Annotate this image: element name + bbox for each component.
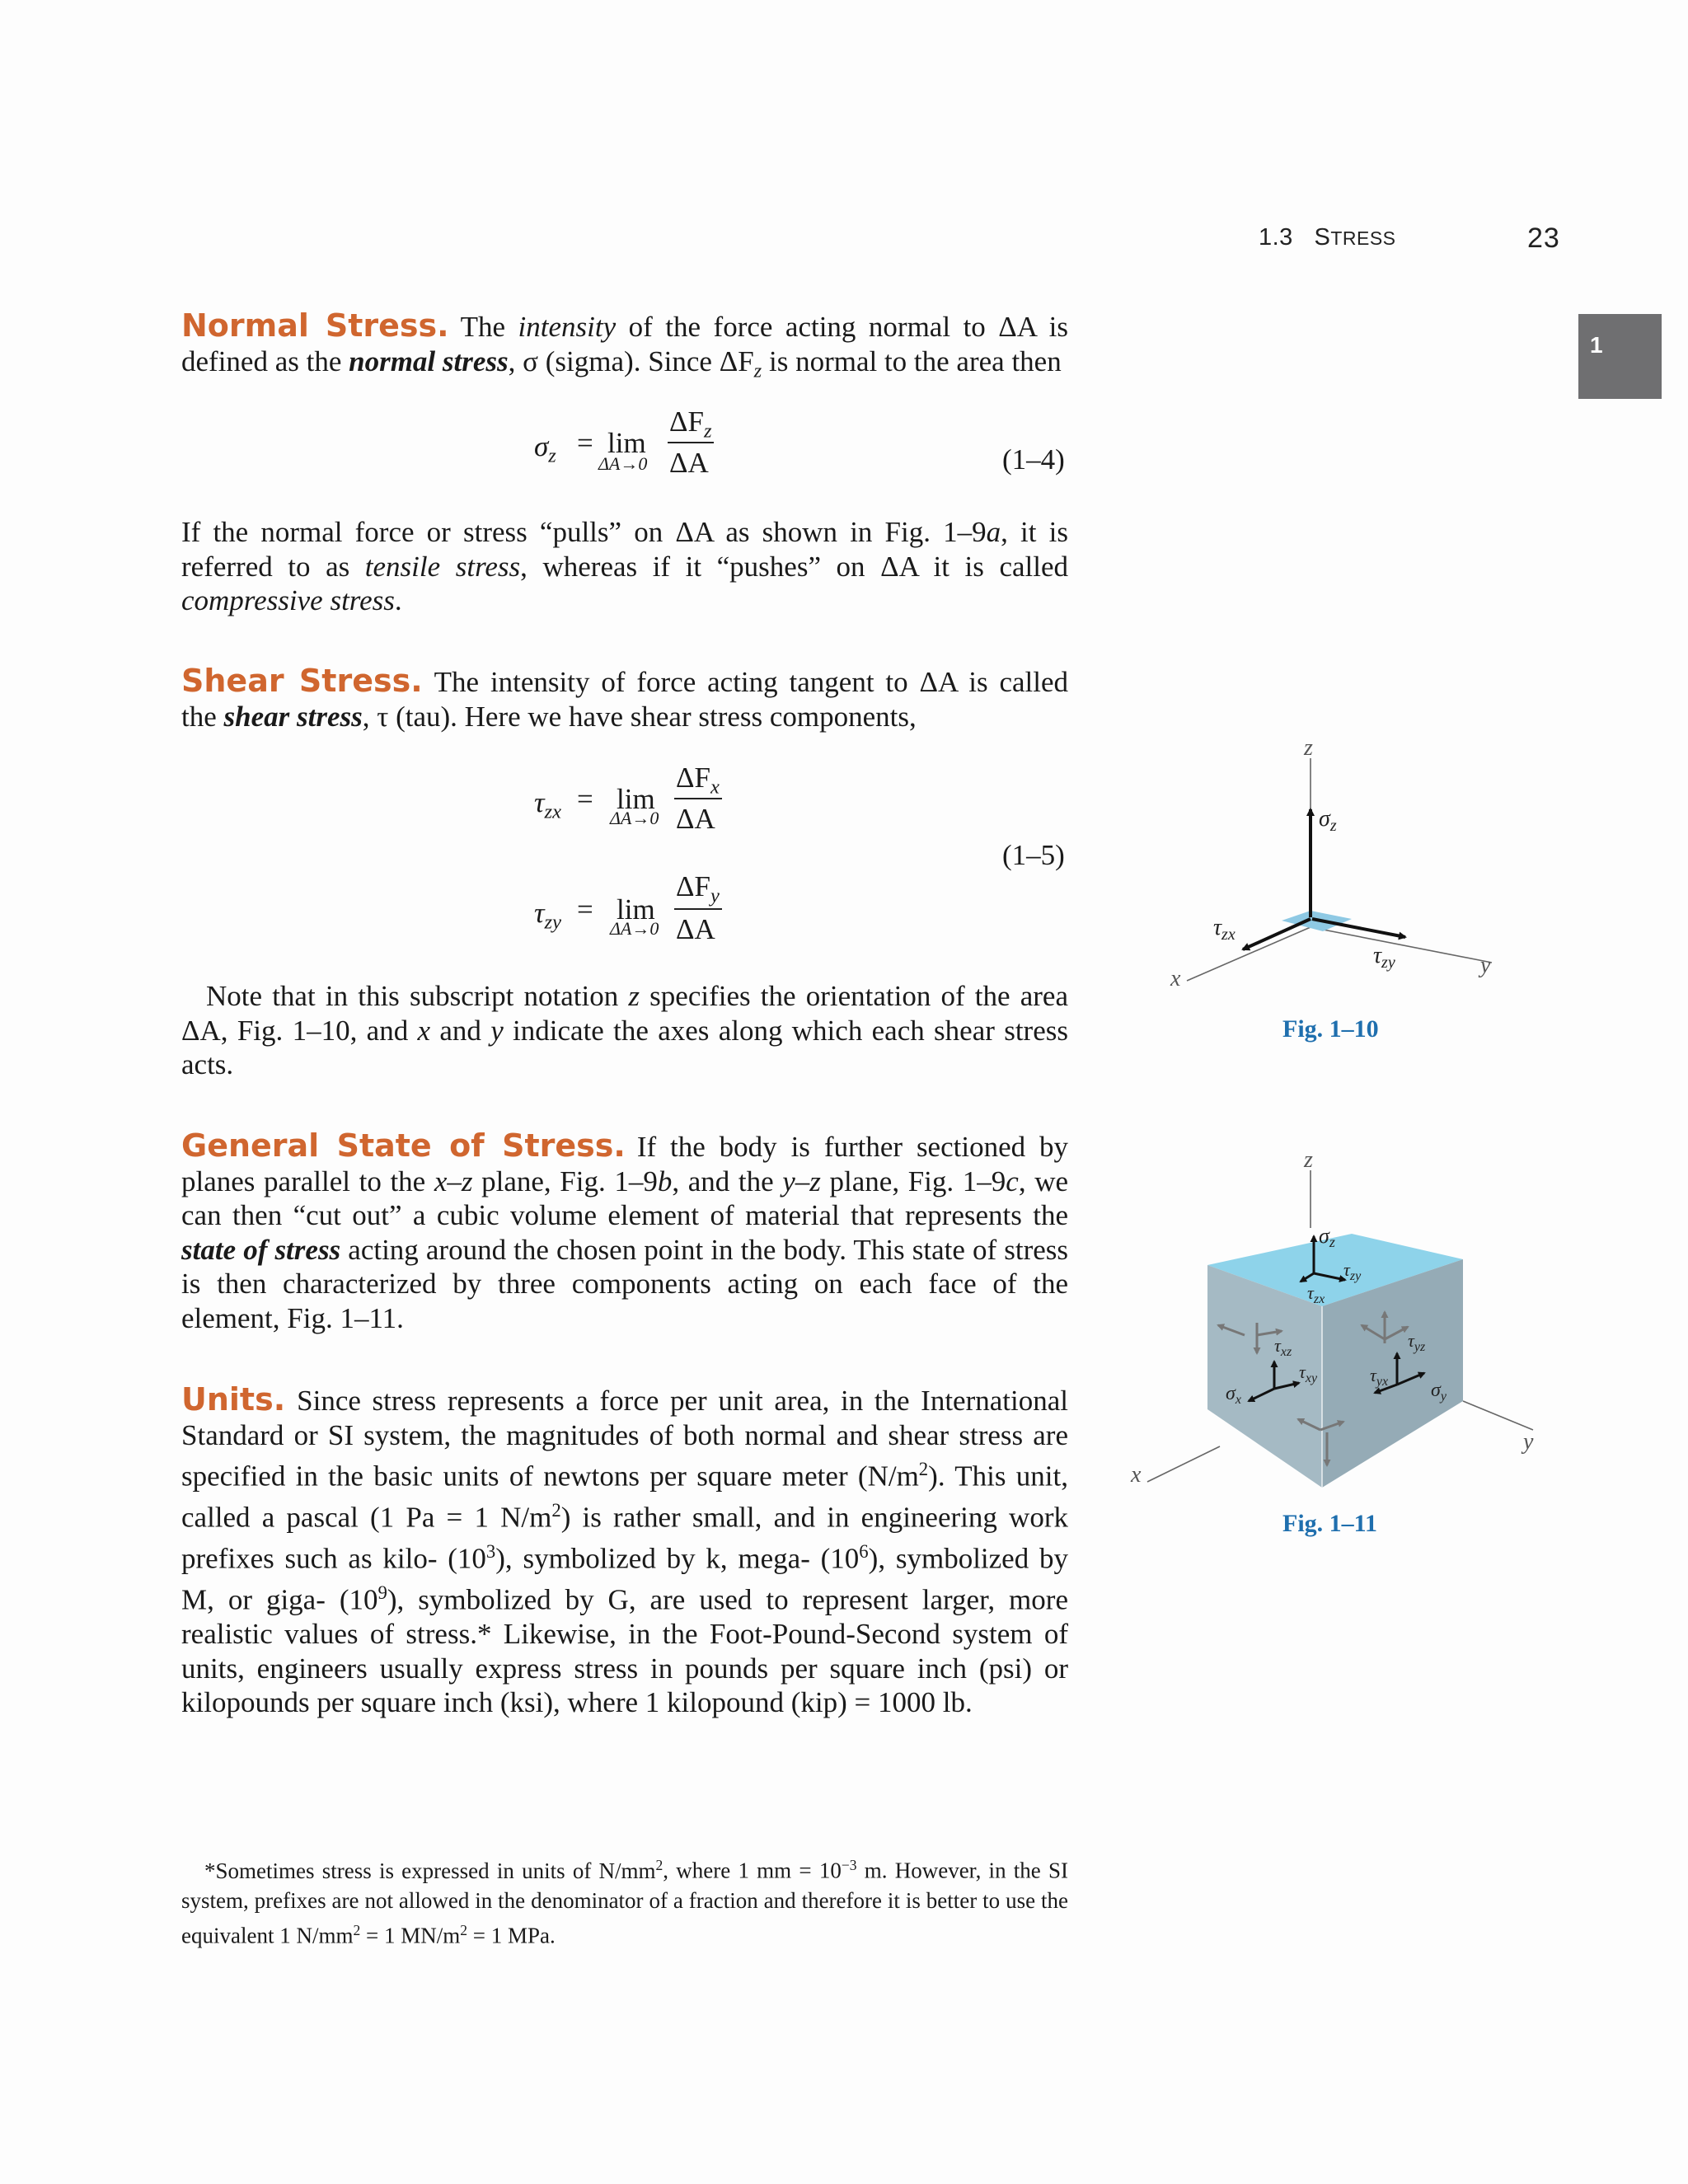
shear-stress-heading: Shear Stress.: [181, 663, 423, 699]
text-run: , it is referred to as: [181, 516, 1068, 583]
y-axis-line: [1463, 1401, 1533, 1430]
section-number: 1.3: [1259, 224, 1293, 251]
text-run: and: [430, 1014, 491, 1047]
sym: σ: [1226, 1383, 1236, 1404]
text-run: = 1 MPa.: [467, 1923, 556, 1948]
text-run: 2: [551, 1500, 561, 1521]
y-axis-label: y: [1523, 1429, 1534, 1455]
text-run: x: [417, 1014, 431, 1047]
eq-symbol: =: [577, 427, 593, 459]
figure-1-11-diagram: [1113, 1137, 1558, 1508]
text-run: 3: [485, 1541, 496, 1562]
text-run: The: [460, 311, 518, 343]
text-run: ), symbolized by M, or giga- (10: [181, 1542, 1068, 1616]
chapter-tab-label: 1: [1590, 332, 1603, 358]
text-run: = 1 MN/m: [360, 1923, 461, 1948]
text-run: , whereas if it “pushes” on ΔA it is called: [520, 550, 1068, 583]
tensile-compressive-paragraph: [181, 515, 1068, 618]
text-run: y–z: [782, 1165, 821, 1197]
text-run: ) is rather small, and in engineering work prefixes such as kilo- (10: [181, 1501, 1068, 1575]
text-run: compressive stress: [181, 584, 395, 616]
text-run: specifies the orientation of the area ΔA, Fig. 1–10, and: [181, 980, 1068, 1047]
eq-symbol: τ: [534, 897, 545, 929]
fraction-bar: [674, 798, 722, 799]
page-number: 23: [1527, 223, 1560, 254]
text-run: , τ (tau). Here we have shear stress components,: [362, 700, 917, 733]
figure-1-10-diagram: [1154, 725, 1533, 1005]
tau-sub: zy: [1381, 954, 1395, 972]
eq-symbol: zy: [544, 911, 561, 934]
footnote: [181, 1850, 1068, 1950]
sym: τ: [1307, 1282, 1314, 1303]
section-title-initial: S: [1314, 224, 1331, 251]
y-axis-label: y: [1480, 953, 1491, 978]
text-run: 2: [460, 1921, 467, 1938]
figure-1-10-caption: Fig. 1–10: [1282, 1015, 1379, 1043]
eq-symbol: ΔF: [669, 405, 704, 438]
text-run: , and the: [672, 1165, 783, 1197]
eq-symbol: ΔA→0: [610, 918, 659, 939]
running-header-section: [1259, 224, 1396, 251]
text-run: z: [753, 359, 762, 382]
sub: zy: [1349, 1269, 1362, 1283]
z-axis-label: z: [1304, 1147, 1313, 1173]
text-run: is normal to the area then: [762, 344, 1062, 377]
text-run: tensile stress: [364, 550, 521, 583]
sigma-sub: z: [1329, 817, 1337, 835]
sub: xy: [1305, 1371, 1318, 1385]
text-run: shear stress: [223, 700, 363, 733]
z-axis-label: z: [1304, 735, 1313, 761]
eq-symbol: τ: [534, 786, 545, 818]
eq-symbol: =: [577, 893, 593, 926]
tau-sub: zx: [1221, 926, 1236, 944]
text-run: acting around the chosen point in the body. This state of stress is then characterized by three components acting on each face of the element, Fig. 1–11.: [181, 1233, 1068, 1334]
sigma-symbol: σ: [1319, 806, 1330, 832]
eq-symbol: ΔF: [676, 870, 710, 902]
x-axis-label: x: [1131, 1462, 1142, 1488]
text-run: m. However, in the SI system, prefixes are not allowed in the denominator of a fraction and therefore it is better to use the equivalent 1 N/mm: [181, 1858, 1069, 1948]
units-heading: Units.: [181, 1381, 286, 1418]
sub: zx: [1313, 1292, 1325, 1306]
text-run: 6: [859, 1541, 869, 1562]
sigma-z-label: [1319, 806, 1337, 835]
sub: y: [1440, 1390, 1447, 1404]
equation-number-1-5: (1–5): [1002, 839, 1065, 871]
tau-zx-label: [1213, 915, 1236, 944]
text-run: The intensity of force acting tangent to ΔA is called the: [181, 666, 1068, 733]
text-run: −3: [841, 1857, 857, 1873]
text-run: ), symbolized by k, mega- (10: [495, 1542, 860, 1575]
text-run: c: [1006, 1165, 1019, 1197]
x-axis-line: [1147, 1446, 1220, 1482]
eq-symbol: lim: [617, 783, 655, 815]
section-title-rest: TRESS: [1330, 227, 1396, 249]
normal-stress-heading: Normal Stress.: [181, 307, 449, 344]
text-run: *Sometimes stress is expressed in units of N/mm: [204, 1858, 656, 1883]
sub: xz: [1280, 1345, 1292, 1359]
text-run: y: [490, 1014, 504, 1047]
text-run: 2: [655, 1857, 663, 1873]
subscript-notation-paragraph: [181, 979, 1068, 1082]
text-run: 2: [353, 1921, 361, 1938]
text-run: ). This unit, called a pascal (1 Pa = 1 N/m: [181, 1460, 1068, 1534]
text-run: 2: [918, 1459, 929, 1479]
eq-symbol: lim: [617, 893, 655, 926]
eq-symbol: y: [710, 884, 720, 907]
sub: x: [1235, 1393, 1241, 1407]
eq-symbol: zx: [544, 800, 561, 823]
sym: τ: [1343, 1259, 1350, 1280]
text-run: Note that in this subscript notation: [206, 980, 629, 1012]
text-run: Since stress represents a force per unit area, in the International Standard or SI system, the magnitudes of both normal and shear stress are specified in the basic units of newtons per square meter (N/m: [181, 1385, 1068, 1493]
text-run: ), symbolized by G, are used to represent larger, more realistic values of stress.* Likewise, in the Foot-Pound-Second system of units, engineers usually express stress in pounds per square inch (psi) or kilopounds per square inch (ksi), where 1 kilopound (kip) = 1000 lb.: [181, 1583, 1068, 1718]
sym: σ: [1431, 1380, 1441, 1401]
text-run: b: [657, 1165, 673, 1197]
shear-stress-paragraph: [181, 664, 1068, 733]
text-run: If the body is further sectioned by planes parallel to the: [181, 1131, 1069, 1197]
eq-symbol: ΔA→0: [598, 453, 648, 474]
text-run: normal stress: [349, 344, 509, 377]
eq-symbol: ΔA: [669, 447, 709, 479]
eq-symbol: ΔA: [676, 913, 715, 945]
sym: τ: [1408, 1330, 1414, 1351]
tau-zx-arrow: [1243, 919, 1311, 949]
fraction-bar: [668, 442, 714, 443]
general-state-paragraph: [181, 1129, 1068, 1335]
tau-zy-label: [1373, 943, 1395, 972]
eq-symbol: z: [548, 444, 556, 467]
eq-symbol: ΔA→0: [610, 808, 659, 828]
eq-symbol: ΔA: [676, 803, 715, 835]
text-run: z: [628, 980, 640, 1012]
sub: yz: [1414, 1340, 1426, 1354]
text-run: , σ (sigma). Since ΔF: [508, 344, 754, 377]
eq-symbol: =: [577, 783, 593, 815]
text-run: , we can then “cut out” a cubic volume element of material that represents the: [181, 1165, 1069, 1231]
equation-number-1-4: (1–4): [1002, 443, 1065, 476]
x-axis-line: [1187, 927, 1311, 981]
text-run: plane, Fig. 1–9: [820, 1165, 1006, 1197]
tau-symbol: τ: [1373, 943, 1382, 968]
y-axis-line: [1311, 927, 1492, 963]
text-run: x–z: [434, 1165, 473, 1197]
eq-symbol: x: [710, 776, 720, 799]
tau-symbol: τ: [1213, 915, 1222, 940]
sym: τ: [1370, 1365, 1376, 1385]
fraction-bar: [674, 908, 722, 910]
text-run: state of stress: [181, 1233, 341, 1266]
eq-symbol: ΔF: [676, 762, 710, 794]
general-state-heading: General State of Stress.: [181, 1127, 626, 1164]
eq-symbol: lim: [607, 427, 646, 459]
normal-stress-paragraph: [181, 309, 1068, 387]
text-run: .: [394, 584, 402, 616]
units-paragraph: [181, 1383, 1068, 1720]
sigma-z-label: [1319, 1224, 1335, 1250]
text-run: intensity: [518, 311, 617, 343]
text-run: If the normal force or stress “pulls” on ΔA as shown in Fig. 1–9: [181, 516, 987, 548]
sym: σ: [1319, 1224, 1329, 1248]
text-run: a: [986, 516, 1001, 548]
chapter-tab: [1578, 314, 1662, 399]
sym: τ: [1299, 1361, 1306, 1382]
eq-symbol: z: [703, 419, 712, 443]
text-run: 9: [377, 1582, 387, 1603]
text-run: indicate the axes along which each shear stress acts.: [181, 1014, 1068, 1080]
text-run: , where 1 mm = 10: [663, 1858, 842, 1883]
text-run: plane, Fig. 1–9: [472, 1165, 658, 1197]
eq-symbol: σ: [534, 430, 549, 462]
x-axis-label: x: [1170, 966, 1181, 991]
sym: τ: [1274, 1335, 1281, 1356]
sub: yx: [1376, 1375, 1389, 1389]
figure-1-11-caption: Fig. 1–11: [1282, 1510, 1378, 1537]
text-run: of the force acting normal to ΔA is defined as the: [181, 311, 1068, 377]
sub: z: [1329, 1234, 1335, 1250]
